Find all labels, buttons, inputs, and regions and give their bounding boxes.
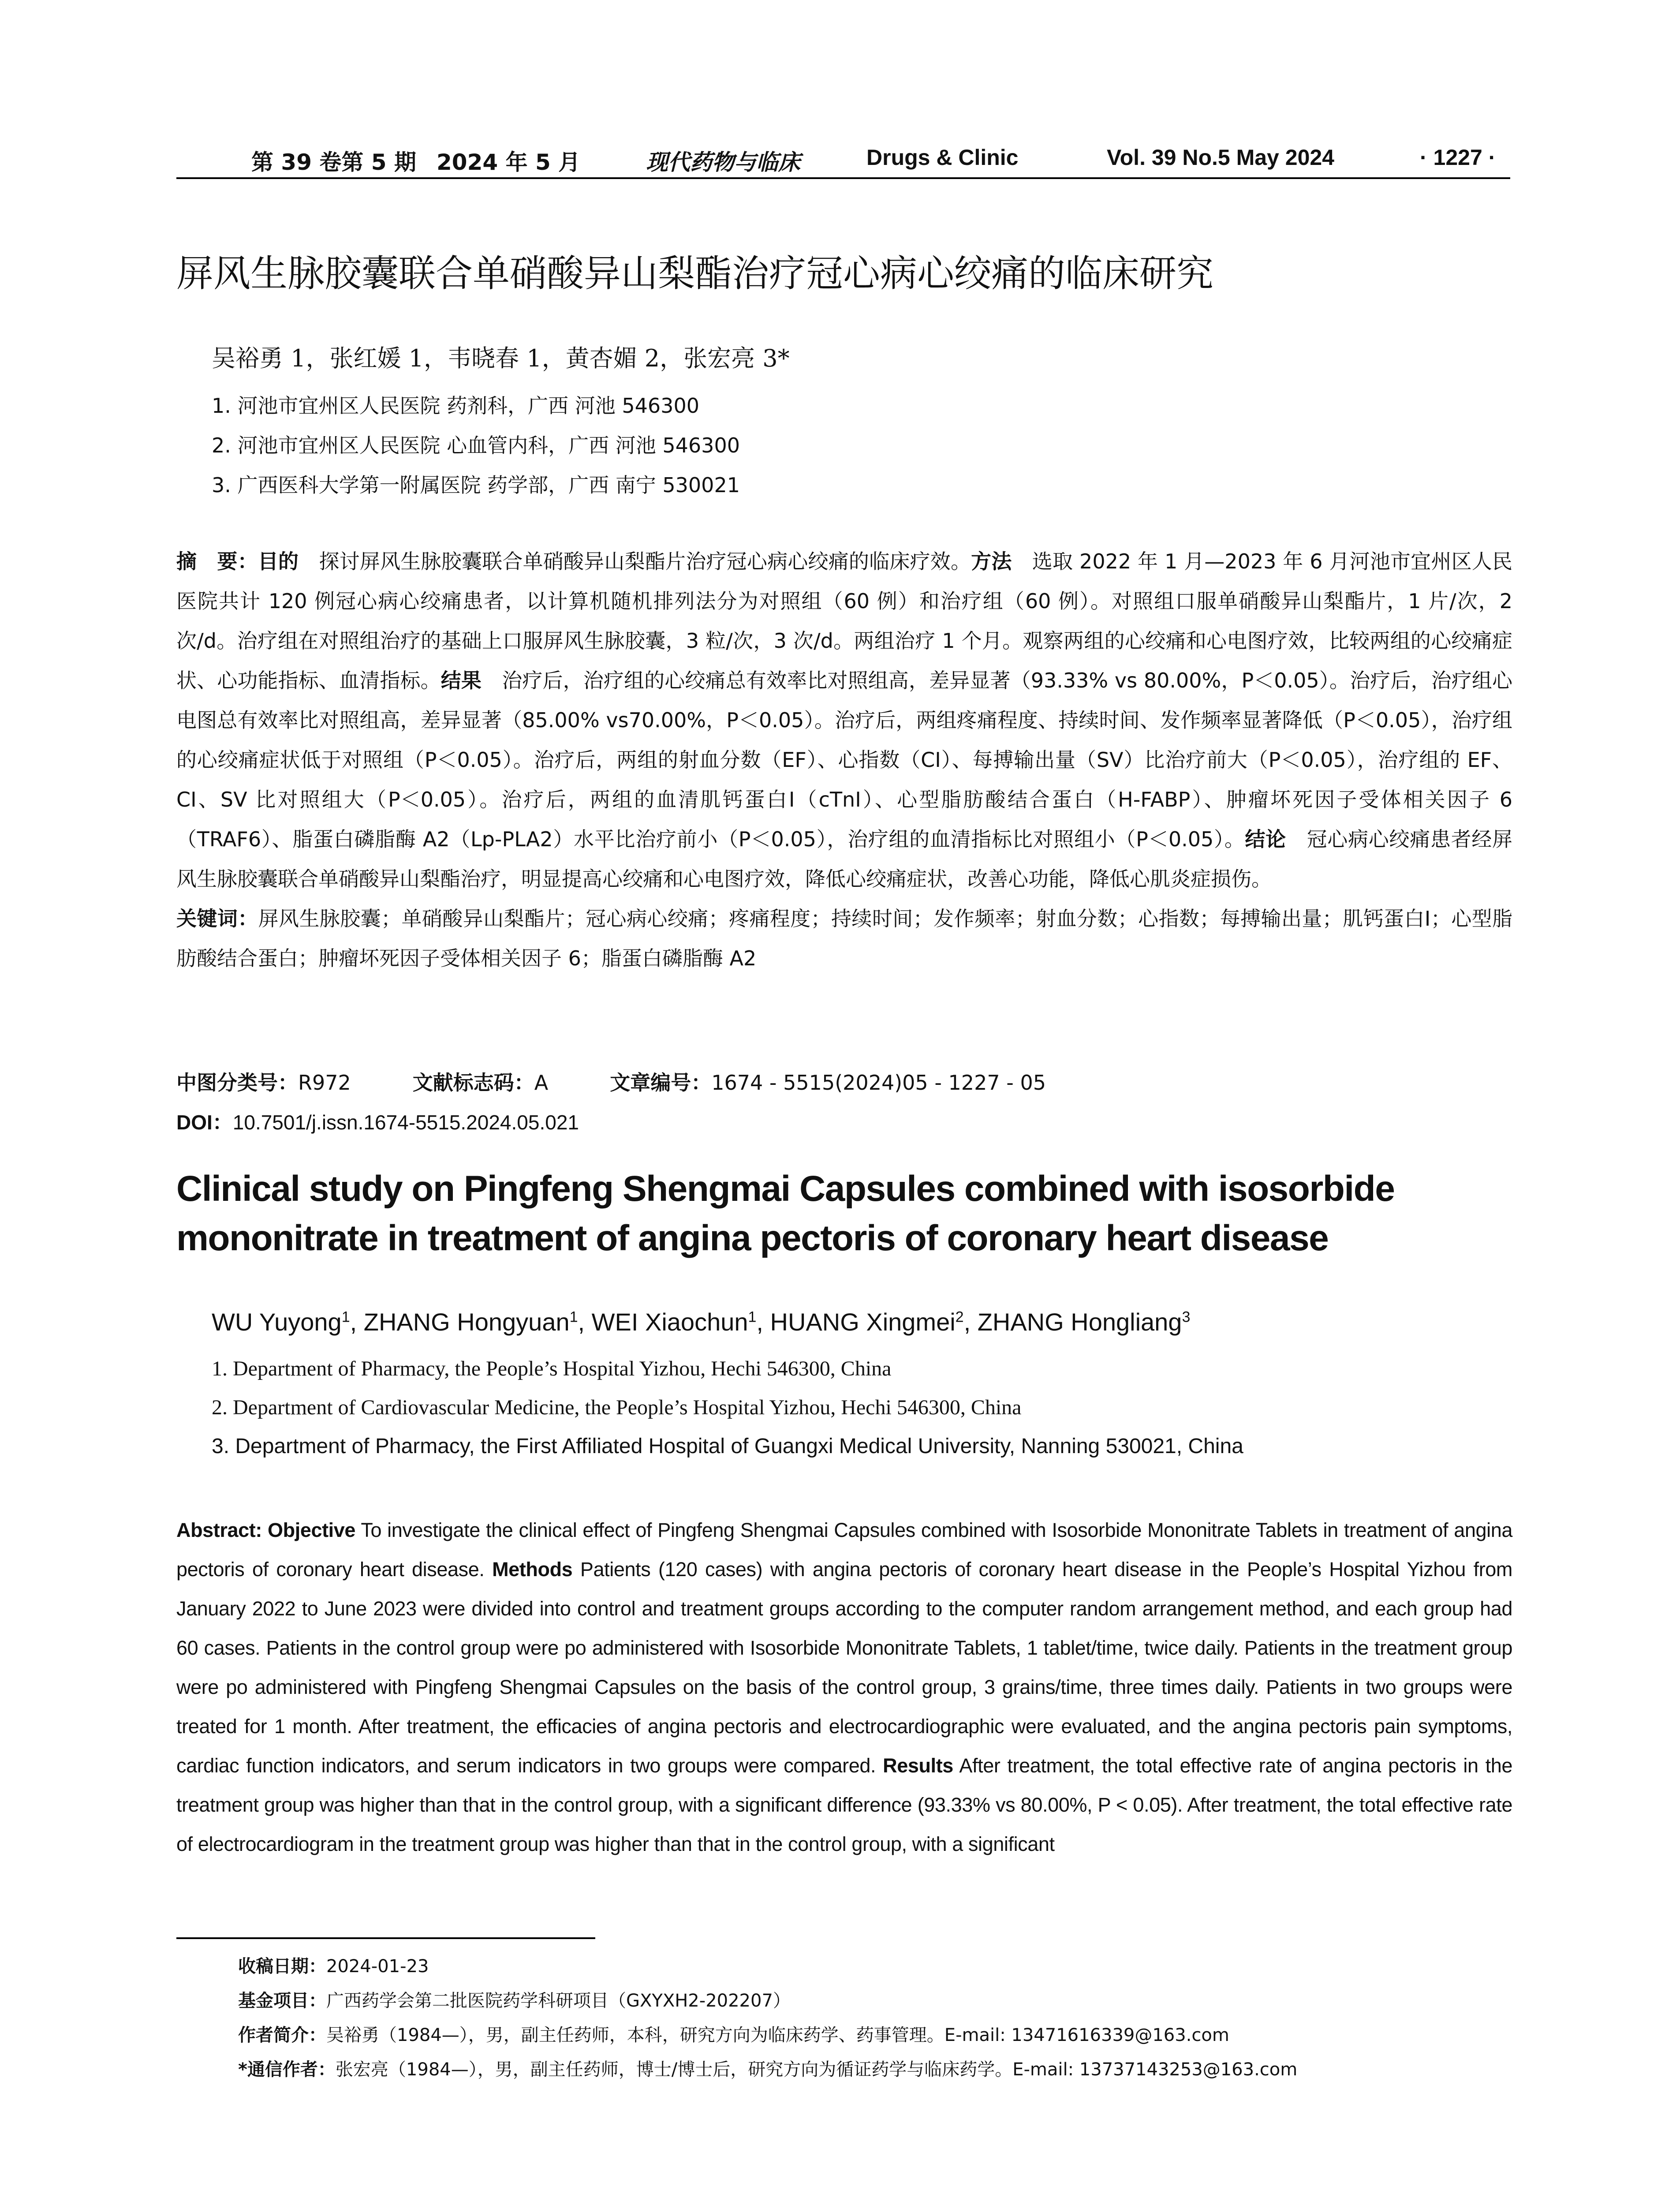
english-title: Clinical study on Pingfeng Shengmai Capsules combined with isosorbide mononitrate in treatment of angina pectoris of coronary heart disease [176, 1169, 1395, 1258]
doi-label: DOI： [176, 1111, 233, 1134]
chinese-affiliation: 1. 河池市宜州区人民医院 药剂科，广西 河池 546300 [212, 394, 699, 418]
methods-label: Methods [492, 1558, 573, 1581]
doi-link[interactable]: 10.7501/j.issn.1674-5515.2024.05.021 [232, 1111, 579, 1134]
header-journal-cn: 现代药物与临床 [646, 149, 800, 175]
article-number-label: 文章编号： [610, 1071, 712, 1095]
footnote-text: 广西药学会第二批医院药学科研项目（GXYXH2-202207） [326, 1991, 791, 2011]
header-rule [176, 177, 1510, 179]
footnote-label: *通信作者： [238, 2059, 336, 2080]
clc-label: 中图分类号： [176, 1071, 298, 1095]
objective-text: To investigate the clinical effect of Pingfeng Shengmai Capsules combined with Isosorbide Mononitrate Tablets in treatment of angina pectoris of coronary heart disease. [176, 1519, 1512, 1581]
methods-label: 方法 [971, 549, 1012, 573]
doc-code-label: 文献标志码： [412, 1071, 534, 1095]
conclusion-text: 冠心病心绞痛患者经屏风生脉胶囊联合单硝酸异山梨酯治疗，明显提高心绞痛和心电图疗效，降低心绞痛症状，改善心功能，降低心肌炎症损伤。 [176, 827, 1513, 891]
footnote-text: 张宏亮（1984—），男，副主任药师，博士/博士后，研究方向为循证药学与临床药学。E-mail: 13737143253@163.com [335, 2059, 1298, 2080]
chinese-affiliations [212, 386, 740, 505]
results-label: Results [883, 1754, 953, 1777]
conclusion-label: 结论 [1245, 827, 1286, 851]
footnote-text: 2024-01-23 [326, 1956, 429, 1977]
footnote-funding [238, 1984, 1297, 2018]
objective-label: Objective [268, 1519, 356, 1541]
footnote-text: 吴裕勇（1984—），男，副主任药师，本科，研究方向为临床药学、药事管理。E-mail: 13471616339@163.com [326, 2025, 1229, 2045]
chinese-affiliation: 3. 广西医科大学第一附属医院 药学部，广西 南宁 530021 [212, 473, 740, 497]
objective-label: 目的 [258, 549, 299, 573]
running-header [176, 145, 1508, 180]
footnote-label: 收稿日期： [238, 1956, 326, 1977]
results-text: 治疗后，治疗组的心绞痛总有效率比对照组高，差异显著（93.33% vs 80.00%，P＜0.05）。治疗后，治疗组心电图总有效率比对照组高，差异显著（85.00% vs70.00%，P＜0.05）。治疗后，两组疼痛程度、持续时间、发作频率显著降低（P＜0.05），治疗组的心绞痛症状低于对照组（P＜0.05）。治疗后，两组的射血分数（EF）、心指数（CI）、每搏输出量（SV）比治疗前大（P＜0.05），治疗组的 EF、CI、SV 比对照组大（P＜0.05）。治疗后，两组的血清肌钙蛋白Ⅰ（cTnI）、心型脂肪酸结合蛋白（H-FABP）、肿瘤坏死因子受体相关因子 6（TRAF6）、脂蛋白磷脂酶 A2（Lp-PLA2）水平比治疗前小（P＜0.05），治疗组的血清指标比对照组小（P＜0.05）。 [176, 669, 1513, 851]
footnote-corresponding [238, 2052, 1297, 2087]
footnote-rule [176, 1937, 595, 1939]
author-affil-mark: 1 [569, 1308, 578, 1326]
author-affil-mark: 2 [955, 1308, 964, 1326]
footnote-author-bio [238, 2018, 1297, 2052]
chinese-abstract [176, 542, 1512, 978]
english-affiliation: 2. Department of Cardiovascular Medicine, the People’s Hospital Yizhou, Hechi 546300, China [212, 1396, 1022, 1419]
keywords-text: 屏风生脉胶囊；单硝酸异山梨酯片；冠心病心绞痛；疼痛程度；持续时间；发作频率；射血分数；心指数；每搏输出量；肌钙蛋白Ⅰ；心型脂肪酸结合蛋白；肿瘤坏死因子受体相关因子 6；脂蛋白磷脂酶 A2 [176, 907, 1513, 970]
author-name: HUANG Xingmei [770, 1308, 956, 1336]
results-text: After treatment, the total effective rate of angina pectoris in the treatment group was higher than that in the control group, with a significant difference (93.33% vs 80.00%, P < 0.05). After treatment, the total effective rate of electrocardiogram in the treatment group was higher than that in the control group, with a significant [176, 1754, 1512, 1855]
article-number-value: 1674 - 5515(2024)05 - 1227 - 05 [711, 1071, 1046, 1095]
chinese-affiliation: 2. 河池市宜州区人民医院 心血管内科，广西 河池 546300 [212, 434, 740, 457]
english-abstract [176, 1510, 1512, 1864]
footnote-label: 作者简介： [238, 2025, 326, 2045]
keywords-label: 关键词： [176, 907, 258, 931]
clc-value: R972 [298, 1071, 351, 1095]
header-journal-en: Drugs & Clinic [866, 145, 1019, 170]
author-affil-mark: 3 [1182, 1308, 1191, 1326]
header-volume-en: Vol. 39 No.5 May 2024 [1107, 145, 1334, 170]
footnotes [238, 1949, 1297, 2087]
header-volume-cn: 第 39 卷第 5 期 [251, 149, 416, 175]
chinese-authors: 吴裕勇 1，张红媛 1，韦晓春 1，黄杏媚 2，张宏亮 3* [212, 344, 790, 372]
author-affil-mark: 1 [341, 1308, 350, 1326]
footnote-label: 基金项目： [238, 1991, 326, 2011]
author-name: ZHANG Hongliang [977, 1308, 1182, 1336]
author-name: ZHANG Hongyuan [363, 1308, 570, 1336]
methods-text: Patients (120 cases) with angina pectoris of coronary heart disease in the People’s Hospital Yizhou from January 2022 to June 2023 were divided into control and treatment groups according to the computer random arrangement method, and each group had 60 cases. Patients in the control group were po administered with Isosorbide Mononitrate Tablets, 1 tablet/time, twice daily. Patients in the treatment group were po administered with Pingfeng Shengmai Capsules on the basis of the control group, 3 grains/time, three times daily. Patients in two groups were treated for 1 month. After treatment, the efficacies of angina pectoris and electrocardiographic were evaluated, and the angina pectoris pain symptoms, cardiac function indicators, and serum indicators in two groups were compared. [176, 1558, 1512, 1777]
author-name: WU Yuyong [212, 1308, 342, 1336]
chinese-title: 屏风生脉胶囊联合单硝酸异山梨酯治疗冠心病心绞痛的临床研究 [176, 252, 1214, 295]
results-label: 结果 [441, 669, 482, 692]
english-affiliation: 1. Department of Pharmacy, the People’s Hospital Yizhou, Hechi 546300, China [212, 1357, 892, 1380]
methods-text: 选取 2022 年 1 月—2023 年 6 月河池市宜州区人民医院共计 120 例冠心病心绞痛患者，以计算机随机排列法分为对照组（60 例）和治疗组（60 例）。对照组口服单硝酸异山梨酯片，1 片/次，2 次/d。治疗组在对照组治疗的基础上口服屏风生脉胶囊，3 粒/次，3 次/d。两组治疗 1 个月。观察两组的心绞痛和心电图疗效，比较两组的心绞痛症状、心功能指标、血清指标。 [176, 549, 1513, 692]
abstract-label: 摘 要： [176, 549, 258, 573]
footnote-received [238, 1949, 1297, 1984]
classification-line [176, 1063, 1512, 1102]
english-affiliation: 3. Department of Pharmacy, the First Affiliated Hospital of Guangxi Medical University, Nanning 530021, China [212, 1435, 1243, 1458]
header-page-number: · 1227 · [1420, 145, 1496, 170]
header-date-cn: 2024 年 5 月 [437, 149, 581, 175]
english-affiliations [212, 1349, 1243, 1466]
objective-text: 探讨屏风生脉胶囊联合单硝酸异山梨酯片治疗冠心病心绞痛的临床疗效。 [299, 549, 971, 573]
author-name: WEI Xiaochun [591, 1308, 748, 1336]
english-authors: WU Yuyong$^1$, ZHANG Hongyuan$^1$, WEI Xiaochun$^1$, HUANG Xingmei$^2$, ZHANG Hongliang$^3$ [212, 1308, 1191, 1336]
doc-code-value: A [534, 1071, 549, 1095]
abstract-label: Abstract: [176, 1519, 268, 1541]
author-affil-mark: 1 [748, 1308, 757, 1326]
doi-line [176, 1102, 1512, 1142]
